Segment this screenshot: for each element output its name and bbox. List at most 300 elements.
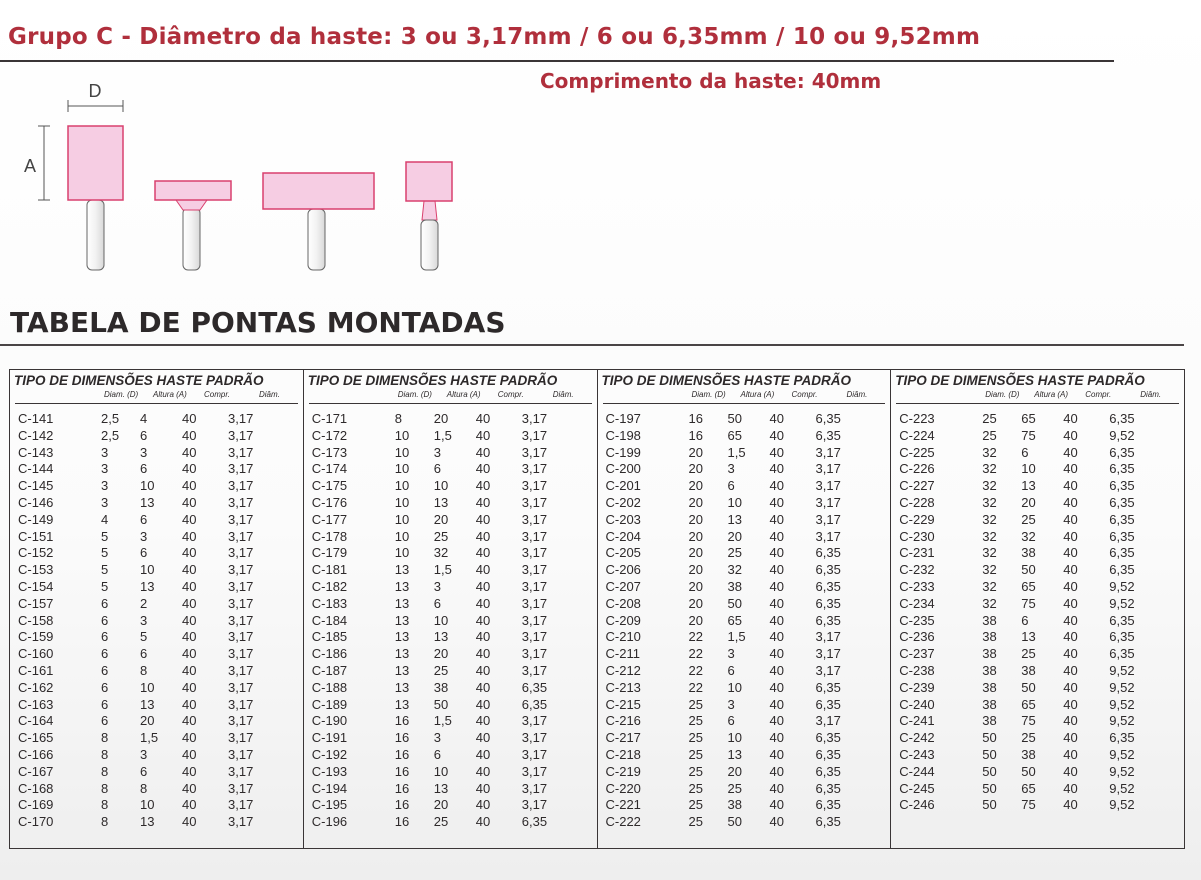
table-row bbox=[10, 561, 303, 578]
shank-diameter-value: 6,35 bbox=[815, 763, 841, 779]
length-value: 40 bbox=[182, 612, 197, 628]
table-rows bbox=[598, 404, 891, 830]
part-code: C-195 bbox=[311, 797, 348, 813]
length-value: 40 bbox=[182, 662, 197, 678]
diameter-value: 10 bbox=[394, 427, 410, 443]
length-value: 40 bbox=[475, 629, 491, 645]
height-value: 65 bbox=[727, 427, 742, 443]
part-code: C-193 bbox=[311, 763, 348, 779]
shank-diameter-value: 3,17 bbox=[228, 713, 254, 729]
shank-diameter-value: 9,52 bbox=[1109, 578, 1135, 594]
height-value: 75 bbox=[1021, 713, 1036, 729]
diameter-value: 2,5 bbox=[101, 411, 120, 426]
diameter-value: 6 bbox=[101, 696, 109, 712]
part-code: C-202 bbox=[605, 494, 641, 510]
part-code: C-231 bbox=[899, 545, 935, 561]
length-value: 40 bbox=[475, 562, 491, 578]
height-value: 38 bbox=[1021, 662, 1036, 678]
shank-diameter-value: 3,17 bbox=[228, 427, 254, 443]
shank-diameter-value: 3,17 bbox=[228, 646, 254, 662]
length-value: 40 bbox=[769, 494, 784, 510]
part-code: C-201 bbox=[605, 478, 641, 494]
height-value: 75 bbox=[1021, 427, 1036, 443]
diameter-value: 50 bbox=[982, 763, 997, 779]
diameter-value: 6 bbox=[101, 612, 109, 628]
shank-diameter-value: 3,17 bbox=[228, 545, 254, 561]
length-value: 40 bbox=[769, 545, 784, 561]
diameter-value: 20 bbox=[688, 461, 703, 477]
part-code: C-160 bbox=[18, 646, 54, 662]
height-value: 65 bbox=[1021, 578, 1036, 594]
table-row bbox=[304, 628, 597, 645]
length-value: 40 bbox=[182, 411, 197, 426]
height-value: 10 bbox=[140, 478, 155, 494]
height-value: 38 bbox=[727, 797, 742, 813]
part-code: C-225 bbox=[899, 444, 935, 460]
table-row bbox=[10, 595, 303, 612]
diameter-value: 25 bbox=[982, 427, 997, 443]
length-value: 40 bbox=[769, 411, 784, 426]
shank-diameter-value: 3,17 bbox=[521, 511, 548, 527]
table-row bbox=[891, 796, 1184, 813]
length-value: 40 bbox=[1063, 713, 1078, 729]
shank-diameter-value: 6,35 bbox=[815, 797, 841, 813]
diameter-value: 6 bbox=[101, 629, 109, 645]
table-row bbox=[10, 729, 303, 746]
table-row bbox=[598, 494, 891, 511]
height-value: 6 bbox=[140, 461, 148, 477]
height-value: 10 bbox=[140, 797, 155, 813]
length-value: 40 bbox=[182, 545, 197, 561]
diameter-value: 32 bbox=[982, 478, 997, 494]
length-value: 40 bbox=[182, 461, 197, 477]
length-value: 40 bbox=[769, 629, 784, 645]
length-value: 40 bbox=[1063, 545, 1078, 561]
height-value: 25 bbox=[1021, 511, 1036, 527]
diameter-value: 16 bbox=[394, 814, 410, 830]
length-value: 40 bbox=[475, 444, 491, 460]
part-code: C-221 bbox=[605, 797, 641, 813]
table-row bbox=[598, 628, 891, 645]
part-code: C-145 bbox=[18, 478, 54, 494]
shank-diameter-value: 3,17 bbox=[521, 612, 548, 628]
header-divider bbox=[0, 60, 1114, 62]
diameter-value: 3 bbox=[101, 494, 109, 510]
part-code: C-234 bbox=[899, 595, 935, 611]
table-row bbox=[598, 528, 891, 545]
shank-diameter-value: 3,17 bbox=[228, 730, 254, 746]
height-value: 20 bbox=[433, 411, 449, 426]
part-code: C-149 bbox=[18, 511, 54, 527]
shank-diameter-value: 6,35 bbox=[815, 746, 841, 762]
length-value: 40 bbox=[769, 746, 784, 762]
table-row bbox=[304, 763, 597, 780]
height-value: 6 bbox=[727, 662, 735, 678]
length-value: 40 bbox=[182, 562, 197, 578]
shank-diameter-value: 9,52 bbox=[1109, 763, 1135, 779]
length-value: 40 bbox=[475, 461, 491, 477]
diameter-value: 13 bbox=[394, 612, 410, 628]
diameter-value: 38 bbox=[982, 713, 997, 729]
length-value: 40 bbox=[475, 595, 491, 611]
table-row bbox=[304, 460, 597, 477]
height-value: 6 bbox=[140, 427, 148, 443]
table-row bbox=[304, 696, 597, 713]
shank-diameter-value: 9,52 bbox=[1109, 746, 1135, 762]
table-row bbox=[304, 746, 597, 763]
table-row bbox=[304, 410, 597, 427]
table-row bbox=[10, 780, 303, 797]
height-value: 2 bbox=[140, 595, 148, 611]
diameter-value: 20 bbox=[688, 562, 703, 578]
height-value: 25 bbox=[433, 814, 449, 830]
length-value: 40 bbox=[1063, 730, 1078, 746]
part-code: C-228 bbox=[899, 494, 935, 510]
height-value: 10 bbox=[433, 763, 449, 779]
part-code: C-244 bbox=[899, 763, 935, 779]
part-code: C-230 bbox=[899, 528, 935, 544]
diameter-value: 10 bbox=[394, 511, 410, 527]
diameter-value: 13 bbox=[394, 595, 410, 611]
dimension-a-label: A bbox=[23, 156, 37, 176]
table-row bbox=[598, 561, 891, 578]
table-row bbox=[891, 444, 1184, 461]
shank-diameter-value: 6,35 bbox=[815, 612, 841, 628]
diameter-value: 50 bbox=[982, 780, 997, 796]
length-value: 40 bbox=[182, 730, 197, 746]
part-code: C-167 bbox=[18, 763, 54, 779]
height-value: 10 bbox=[140, 562, 155, 578]
table-row bbox=[891, 410, 1184, 427]
length-value: 40 bbox=[182, 511, 197, 527]
diameter-value: 8 bbox=[394, 411, 402, 426]
part-code: C-204 bbox=[605, 528, 641, 544]
shank-diameter-value: 9,52 bbox=[1109, 797, 1135, 813]
shank-length-subtitle: Comprimento da haste: 40mm bbox=[540, 69, 882, 93]
length-value: 40 bbox=[475, 411, 491, 426]
table-row bbox=[891, 595, 1184, 612]
diameter-value: 32 bbox=[982, 444, 997, 460]
height-value: 6 bbox=[433, 595, 441, 611]
table-row bbox=[598, 729, 891, 746]
wide-wheel-tip bbox=[263, 173, 374, 270]
height-value: 25 bbox=[433, 528, 449, 544]
height-value: 1,5 bbox=[727, 444, 746, 460]
shank-diameter-value: 3,17 bbox=[521, 595, 548, 611]
diameter-value: 10 bbox=[394, 545, 410, 561]
shank-diameter-value: 3,17 bbox=[521, 797, 548, 813]
shank-diameter-value: 6,35 bbox=[815, 814, 841, 830]
table-row bbox=[891, 628, 1184, 645]
subheader-label: Altura (A) bbox=[446, 390, 481, 399]
part-code: C-246 bbox=[899, 797, 935, 813]
table-row bbox=[598, 679, 891, 696]
height-value: 13 bbox=[433, 780, 449, 796]
shank-diameter-value: 3,17 bbox=[228, 763, 254, 779]
column-subheader bbox=[891, 388, 1184, 403]
part-code: C-184 bbox=[311, 612, 348, 628]
table-row bbox=[10, 612, 303, 629]
dimension-d-marker bbox=[68, 81, 123, 112]
height-value: 4 bbox=[140, 411, 148, 426]
shank-diameter-value: 3,17 bbox=[521, 444, 548, 460]
height-value: 6 bbox=[727, 713, 735, 729]
subheader-label: Diâm. bbox=[846, 390, 868, 399]
height-value: 3 bbox=[140, 444, 148, 460]
length-value: 40 bbox=[182, 629, 197, 645]
shank-diameter-value: 9,52 bbox=[1109, 696, 1135, 712]
table-row bbox=[10, 578, 303, 595]
length-value: 40 bbox=[769, 461, 784, 477]
length-value: 40 bbox=[182, 528, 197, 544]
shank-diameter-value: 3,17 bbox=[521, 528, 548, 544]
table-row bbox=[891, 544, 1184, 561]
length-value: 40 bbox=[1063, 444, 1078, 460]
length-value: 40 bbox=[475, 646, 491, 662]
diameter-value: 25 bbox=[688, 763, 703, 779]
diameter-value: 10 bbox=[394, 494, 410, 510]
shank-diameter-value: 3,17 bbox=[228, 595, 254, 611]
part-code: C-235 bbox=[899, 612, 935, 628]
shank-diameter-value: 3,17 bbox=[521, 494, 548, 510]
part-code: C-227 bbox=[899, 478, 935, 494]
length-value: 40 bbox=[182, 494, 197, 510]
part-code: C-213 bbox=[605, 679, 641, 695]
shank-diameter-value: 3,17 bbox=[521, 545, 548, 561]
table-row bbox=[10, 460, 303, 477]
table-row bbox=[891, 645, 1184, 662]
length-value: 40 bbox=[1063, 763, 1078, 779]
height-value: 20 bbox=[727, 528, 742, 544]
part-code: C-239 bbox=[899, 679, 935, 695]
table-row bbox=[891, 528, 1184, 545]
subheader-label: Altura (A) bbox=[153, 390, 187, 399]
part-code: C-232 bbox=[899, 562, 935, 578]
shank-diameter-value: 3,17 bbox=[521, 629, 548, 645]
height-value: 10 bbox=[727, 730, 742, 746]
shank-diameter-value: 9,52 bbox=[1109, 679, 1135, 695]
shank-diameter-value: 3,17 bbox=[228, 814, 254, 830]
shank-diameter-value: 3,17 bbox=[228, 411, 254, 426]
part-code: C-207 bbox=[605, 578, 641, 594]
diameter-value: 13 bbox=[394, 662, 410, 678]
table-row bbox=[598, 763, 891, 780]
table-row bbox=[598, 410, 891, 427]
table-row bbox=[10, 712, 303, 729]
shank-diameter-value: 3,17 bbox=[228, 478, 254, 494]
height-value: 6 bbox=[140, 763, 148, 779]
table-row bbox=[891, 662, 1184, 679]
table-row bbox=[10, 813, 303, 830]
shank-diameter-value: 3,17 bbox=[815, 511, 841, 527]
height-value: 50 bbox=[727, 595, 742, 611]
table-row bbox=[304, 511, 597, 528]
subheader-label: Diam. (D) bbox=[691, 390, 726, 399]
height-value: 1,5 bbox=[433, 713, 452, 729]
table-row bbox=[598, 444, 891, 461]
diameter-value: 13 bbox=[394, 679, 410, 695]
shank-diameter-value: 9,52 bbox=[1109, 595, 1135, 611]
shank-diameter-value: 3,17 bbox=[228, 578, 254, 594]
part-code: C-211 bbox=[605, 646, 640, 662]
height-value: 3 bbox=[433, 730, 441, 746]
part-code: C-237 bbox=[899, 646, 935, 662]
part-code: C-186 bbox=[311, 646, 348, 662]
table-row bbox=[304, 544, 597, 561]
length-value: 40 bbox=[769, 511, 784, 527]
diameter-value: 25 bbox=[688, 797, 703, 813]
length-value: 40 bbox=[475, 797, 491, 813]
height-value: 3 bbox=[727, 646, 735, 662]
length-value: 40 bbox=[769, 662, 784, 678]
part-code: C-224 bbox=[899, 427, 935, 443]
part-code: C-194 bbox=[311, 780, 348, 796]
diameter-value: 8 bbox=[101, 814, 109, 830]
shank-diameter-value: 3,17 bbox=[228, 696, 254, 712]
group-title: Grupo C - Diâmetro da haste: 3 ou 3,17mm / 6 ou 6,35mm / 10 ou 9,52mm bbox=[8, 24, 981, 50]
height-value: 50 bbox=[1021, 679, 1036, 695]
part-code: C-157 bbox=[18, 595, 54, 611]
small-cylinder-tip bbox=[406, 162, 452, 270]
shank-diameter-value: 3,17 bbox=[521, 746, 548, 762]
table-row bbox=[10, 544, 303, 561]
shank-diameter-value: 3,17 bbox=[228, 528, 254, 544]
part-code: C-158 bbox=[18, 612, 54, 628]
length-value: 40 bbox=[182, 427, 197, 443]
height-value: 1,5 bbox=[433, 427, 452, 443]
height-value: 20 bbox=[1021, 494, 1036, 510]
length-value: 40 bbox=[1063, 679, 1078, 695]
length-value: 40 bbox=[182, 595, 197, 611]
diameter-value: 25 bbox=[688, 730, 703, 746]
diameter-value: 16 bbox=[394, 763, 410, 779]
length-value: 40 bbox=[1063, 780, 1078, 796]
length-value: 40 bbox=[475, 746, 491, 762]
table-row bbox=[598, 746, 891, 763]
shank-diameter-value: 6,35 bbox=[815, 427, 841, 443]
height-value: 5 bbox=[140, 629, 148, 645]
height-value: 38 bbox=[1021, 545, 1036, 561]
diameter-value: 32 bbox=[982, 528, 997, 544]
height-value: 38 bbox=[727, 578, 742, 594]
diameter-value: 5 bbox=[101, 578, 109, 594]
height-value: 10 bbox=[433, 612, 449, 628]
table-row bbox=[10, 645, 303, 662]
diameter-value: 38 bbox=[982, 662, 997, 678]
height-value: 6 bbox=[1021, 612, 1029, 628]
shank-diameter-value: 3,17 bbox=[521, 730, 548, 746]
length-value: 40 bbox=[475, 814, 491, 830]
diameter-value: 20 bbox=[688, 612, 703, 628]
height-value: 65 bbox=[727, 612, 742, 628]
length-value: 40 bbox=[475, 662, 491, 678]
table-row bbox=[304, 796, 597, 813]
shank-diameter-value: 6,35 bbox=[1109, 411, 1135, 426]
length-value: 40 bbox=[475, 696, 491, 712]
height-value: 13 bbox=[727, 511, 742, 527]
length-value: 40 bbox=[1063, 562, 1078, 578]
shank-diameter-value: 3,17 bbox=[815, 478, 841, 494]
subheader-label: Diâm. bbox=[1140, 390, 1162, 399]
diameter-value: 32 bbox=[982, 511, 997, 527]
shank-diameter-value: 3,17 bbox=[815, 461, 841, 477]
height-value: 8 bbox=[140, 662, 148, 678]
length-value: 40 bbox=[769, 696, 784, 712]
diameter-value: 20 bbox=[688, 528, 703, 544]
part-code: C-154 bbox=[18, 578, 54, 594]
shank-diameter-value: 6,35 bbox=[1109, 478, 1135, 494]
table-row bbox=[10, 511, 303, 528]
part-code: C-176 bbox=[311, 494, 348, 510]
diameter-value: 38 bbox=[982, 646, 997, 662]
diameter-value: 8 bbox=[101, 746, 109, 762]
diameter-value: 4 bbox=[101, 511, 109, 527]
diameter-value: 5 bbox=[101, 562, 109, 578]
diameter-value: 2,5 bbox=[101, 427, 120, 443]
table-row bbox=[891, 746, 1184, 763]
subheader-label: Diâm. bbox=[259, 390, 280, 399]
part-code: C-162 bbox=[18, 679, 54, 695]
diameter-value: 32 bbox=[982, 578, 997, 594]
diameter-value: 38 bbox=[982, 629, 997, 645]
column-subheader bbox=[598, 388, 891, 403]
table-column-2 bbox=[304, 370, 598, 848]
table-row bbox=[304, 561, 597, 578]
height-value: 10 bbox=[140, 679, 155, 695]
diameter-value: 50 bbox=[982, 730, 997, 746]
height-value: 13 bbox=[140, 578, 155, 594]
height-value: 6 bbox=[140, 646, 148, 662]
table-row bbox=[10, 427, 303, 444]
part-code: C-187 bbox=[311, 662, 348, 678]
table-row bbox=[891, 712, 1184, 729]
part-code: C-141 bbox=[18, 411, 54, 426]
height-value: 6 bbox=[1021, 444, 1029, 460]
length-value: 40 bbox=[769, 797, 784, 813]
part-code: C-208 bbox=[605, 595, 641, 611]
part-code: C-215 bbox=[605, 696, 641, 712]
table-row bbox=[891, 763, 1184, 780]
height-value: 13 bbox=[1021, 629, 1036, 645]
diameter-value: 38 bbox=[982, 612, 997, 628]
height-value: 65 bbox=[1021, 411, 1036, 426]
height-value: 13 bbox=[433, 629, 449, 645]
height-value: 3 bbox=[433, 444, 441, 460]
shank-diameter-value: 6,35 bbox=[815, 679, 841, 695]
shank-diameter-value: 3,17 bbox=[521, 478, 548, 494]
diameter-value: 5 bbox=[101, 528, 109, 544]
dimension-d-label: D bbox=[88, 81, 102, 101]
diameter-value: 22 bbox=[688, 679, 703, 695]
diameter-value: 38 bbox=[982, 696, 997, 712]
part-code: C-159 bbox=[18, 629, 54, 645]
part-code: C-172 bbox=[311, 427, 348, 443]
shank-diameter-value: 3,17 bbox=[521, 662, 548, 678]
height-value: 20 bbox=[140, 713, 155, 729]
height-value: 13 bbox=[727, 746, 742, 762]
part-code: C-205 bbox=[605, 545, 641, 561]
shank-diameter-value: 6,35 bbox=[521, 696, 548, 712]
part-code: C-143 bbox=[18, 444, 54, 460]
length-value: 40 bbox=[769, 578, 784, 594]
length-value: 40 bbox=[182, 763, 197, 779]
diameter-value: 16 bbox=[394, 713, 410, 729]
height-value: 13 bbox=[140, 814, 155, 830]
shank-diameter-value: 3,17 bbox=[228, 461, 254, 477]
part-code: C-189 bbox=[311, 696, 348, 712]
shank-diameter-value: 3,17 bbox=[228, 662, 254, 678]
length-value: 40 bbox=[182, 797, 197, 813]
